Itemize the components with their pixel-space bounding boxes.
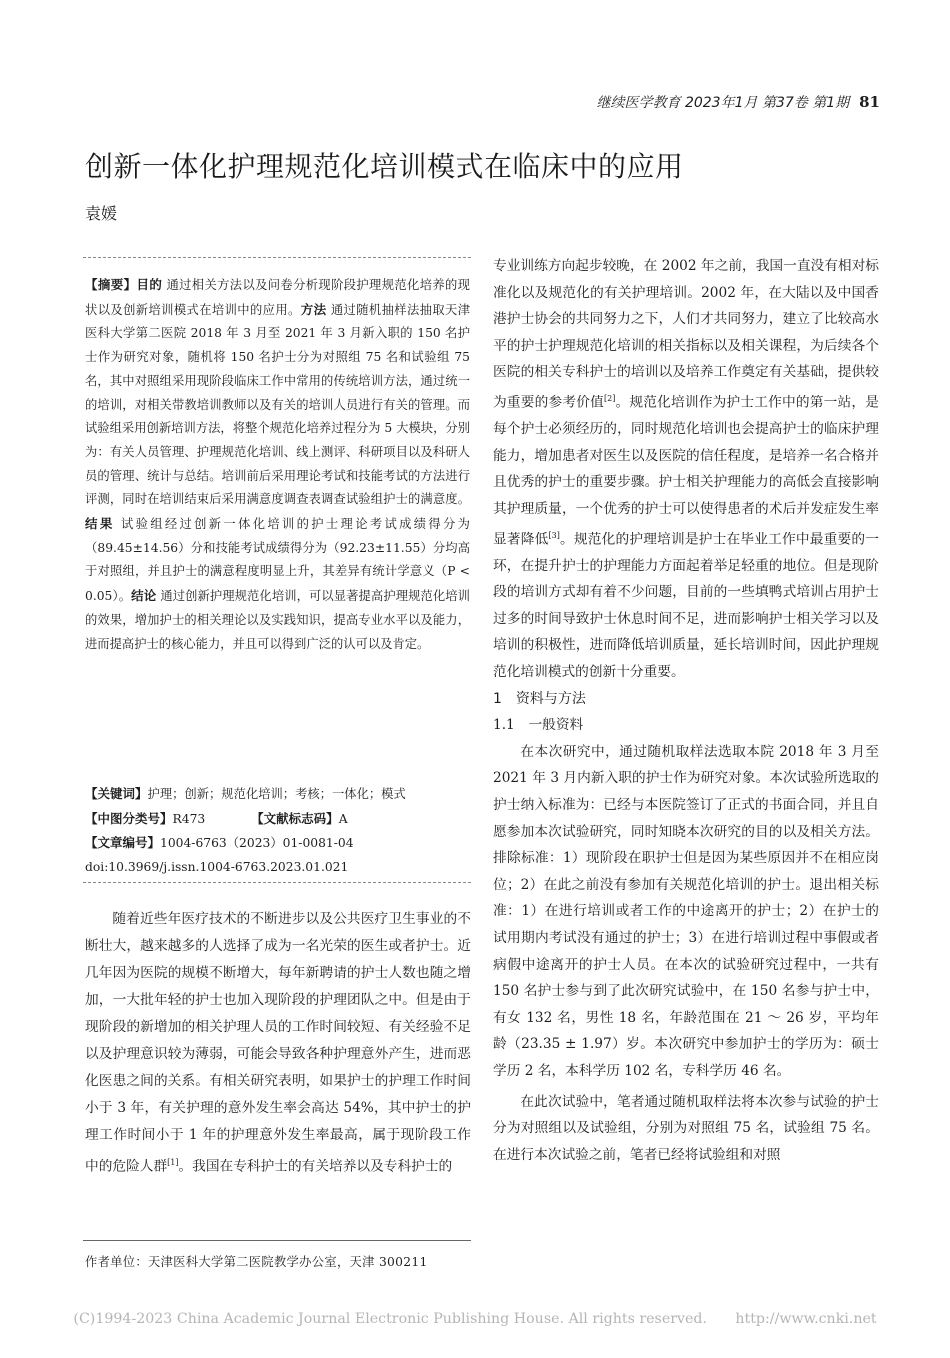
author-name: 袁媛 <box>85 204 118 223</box>
abstract-top-divider <box>83 257 471 258</box>
citation: [2] <box>604 393 616 403</box>
footnote-divider <box>83 1240 471 1241</box>
abstract-bottom-divider <box>83 882 471 883</box>
result-label: 结果 <box>85 516 115 532</box>
article-title: 创新一体化护理规范化培训模式在临床中的应用 <box>85 150 684 183</box>
clc-value: R473 <box>172 811 206 826</box>
purpose-label: 目的 <box>136 277 163 292</box>
conclusion-label: 结论 <box>131 588 157 604</box>
article-number-label: 【文章编号】 <box>85 835 161 851</box>
keywords: 护理；创新；规范化培训；考核；一体化；模式 <box>147 787 406 801</box>
keywords-row <box>85 782 470 807</box>
conclusion-text: 通过创新护理规范化培训，可以显著提高护理规范化培训的效果，增加护士的相关理论以及实践知识，提高专业水平以及能力，进而提高护士的核心能力，并且可以得到广泛的认可以及肯定。 <box>85 589 470 651</box>
citation: [3] <box>548 530 560 540</box>
result-text: 试验组经过创新一体化培训的护士理论考试成绩得分为（89.45±14.56）分和技能考试成绩得分为（92.23±11.55）分均高于对照组，并且护士的满意程度明显上升，其差异有统计学意义（P < 0.05）。 <box>85 517 470 604</box>
method-label: 方法 <box>300 301 327 317</box>
classification-row <box>85 807 470 832</box>
article-number: 1004-6763（2023）01-0081-04 <box>160 836 354 851</box>
section-heading: 1 资料与方法 <box>493 690 586 707</box>
abstract <box>85 273 470 656</box>
purpose-text: 通过相关方法以及问卷分析现阶段护理规范化培养的现状以及创新培训模式在培训中的应用。 <box>85 278 470 317</box>
doi: doi:10.3969/j.issn.1004-6763.2023.01.021 <box>85 860 349 875</box>
journal-issue: 继续医学教育 2023年1月 第37卷 第1期 <box>596 95 850 111</box>
method-text: 通过随机抽样法抽取天津医科大学第二医院 2018 年 3 月至 2021 年 3 月新入职的 150 名护士作为研究对象，随机将 150 名护士分为对照组 75 名和试验组 75 名，其中对照组采用现阶段临床工作中常用的传统培训方法，通过统一的培训，对相关带教培训教师以及有关的培训人员进行有关的管理。而试验组采用创新培训方法，将整个规范化培养过程分为 5 大模块，分别为：有关人员管理、护理规范化培训、线上测评、科研项目以及科研人员的管理、统计与总结。培训前后采用理论考试和技能考试的方法进行评测，同时在培训结束后采用满意度调查表调查试验组护士的满意度。 <box>85 302 470 507</box>
paragraph-text: 专业训练方向起步较晚，在 2002 年之前，我国一直没有相对标准化以及规范化的有关护理培训。2002 年，在大陆以及中国香港护士协会的共同努力之下，人们才共同努力，建立了比较高水平的护士护理规范化培训的相关指标以及相关课程，为后续各个医院的相关专科护士的培训以及培养工作奠定有关基础，提供较为重要的参考价值 <box>493 258 879 411</box>
body-right-column <box>493 253 879 1168</box>
keywords-label: 【关键词】 <box>85 786 148 801</box>
article-metadata <box>85 782 470 880</box>
copyright-watermark: (C)1994-2023 China Academic Journal Electronic Publishing House. All rights reserved. http://www.cnki.net <box>73 1311 877 1327</box>
paragraph-text: 。规范化的护理培训是护士在毕业工作中最重要的一环，在提升护士的护理能力方面起着举足轻重的地位。但是现阶段的培训方式却有着不少问题，目前的一些填鸭式培训占用护士过多的时间导致护士休息时间不足，进而影响护士相关学习以及培训的积极性，进而降低培训质量，延长培训时间，因此护理规范化培训模式的创新十分重要。 <box>493 531 879 681</box>
doc-code-label: 【文献标志码】 <box>251 810 339 826</box>
citation: [1] <box>167 1158 179 1167</box>
page-number: 81 <box>859 93 880 111</box>
body-left-column <box>85 906 471 1181</box>
clc-label: 【中图分类号】 <box>85 810 173 826</box>
body-paragraph: 在此次试验中，笔者通过随机取样法将本次参与试验的护士分为对照组以及试验组，分别为对照组 75 名，试验组 75 名。在进行本次试验之前，笔者已经将试验组和对照 <box>493 1093 879 1163</box>
running-header <box>0 92 880 112</box>
abstract-label: 【摘要】 <box>85 277 137 292</box>
body-paragraph: 在本次研究中，通过随机取样法选取本院 2018 年 3 月至 2021 年 3 月内新入职的护士作为研究对象。本次试验所选取的护士纳入标准为：已经与本医院签订了正式的书面合同，并且自愿参加本次试验研究，同时知晓本次研究的目的以及相关方法。排除标准：1）现阶段在职护士但是因为某些原因并不在相应岗位；2）在此之前没有参加有关规范化培训的护士。退出相关标准：1）在进行培训或者工作的中途离开的护士；2）在护士的试用期内考试没有通过的护士；3）在进行培训过程中事假或者病假中途离开的护士人员。在本次的试验研究过程中，一共有 150 名护士参与到了此次研究试验中，在 150 名参与护士中，有女 132 名，男性 18 名，年龄范围在 21 ～ 26 岁，平均年龄（23.35 ± 1.97）岁。本次研究中参加护士的学历为：硕士学历 2 名，本科学历 102 名，专科学历 46 名。 <box>493 743 879 1079</box>
subsection-heading: 1.1 一般资料 <box>493 717 584 734</box>
body-paragraph-tail: 。我国在专科护士的有关培养以及专科护士的 <box>178 1158 453 1175</box>
author-affiliation-footnote: 作者单位：天津医科大学第二医院教学办公室，天津 300211 <box>85 1255 428 1269</box>
body-paragraph <box>493 253 879 686</box>
body-paragraph: 随着近些年医疗技术的不断进步以及公共医疗卫生事业的不断壮大，越来越多的人选择了成为一名光荣的医生或者护士。近几年因为医院的规模不断增大，每年新聘请的护士人数也随之增加，一大批年轻的护士也加入现阶段的护理团队之中。但是由于现阶段的新增加的相关护理人员的工作时间较短、有关经验不足以及护理意识较为薄弱，可能会导致各种护理意外产生，进而恶化医患之间的关系。有相关研究表明，如果护士的护理工作时间小于 3 年，有关护理的意外发生率会高达 54%，其中护士的护理工作时间小于 1 年的护理意外发生率最高，属于现阶段工作中的危险人群 <box>85 911 471 1175</box>
paragraph-text: 。规范化培训作为护士工作中的第一站，是每个护士必须经历的，同时规范化培训也会提高护士的临床护理能力，增加患者对医生以及医院的信任程度，是培养一名合格并且优秀的护士的重要步骤。护士相关护理能力的高低会直接影响其护理质量，一个优秀的护士可以使得患者的术后并发症发生率显著降低 <box>493 394 879 548</box>
article-number-row <box>85 831 470 856</box>
doc-code-value: A <box>338 811 348 826</box>
